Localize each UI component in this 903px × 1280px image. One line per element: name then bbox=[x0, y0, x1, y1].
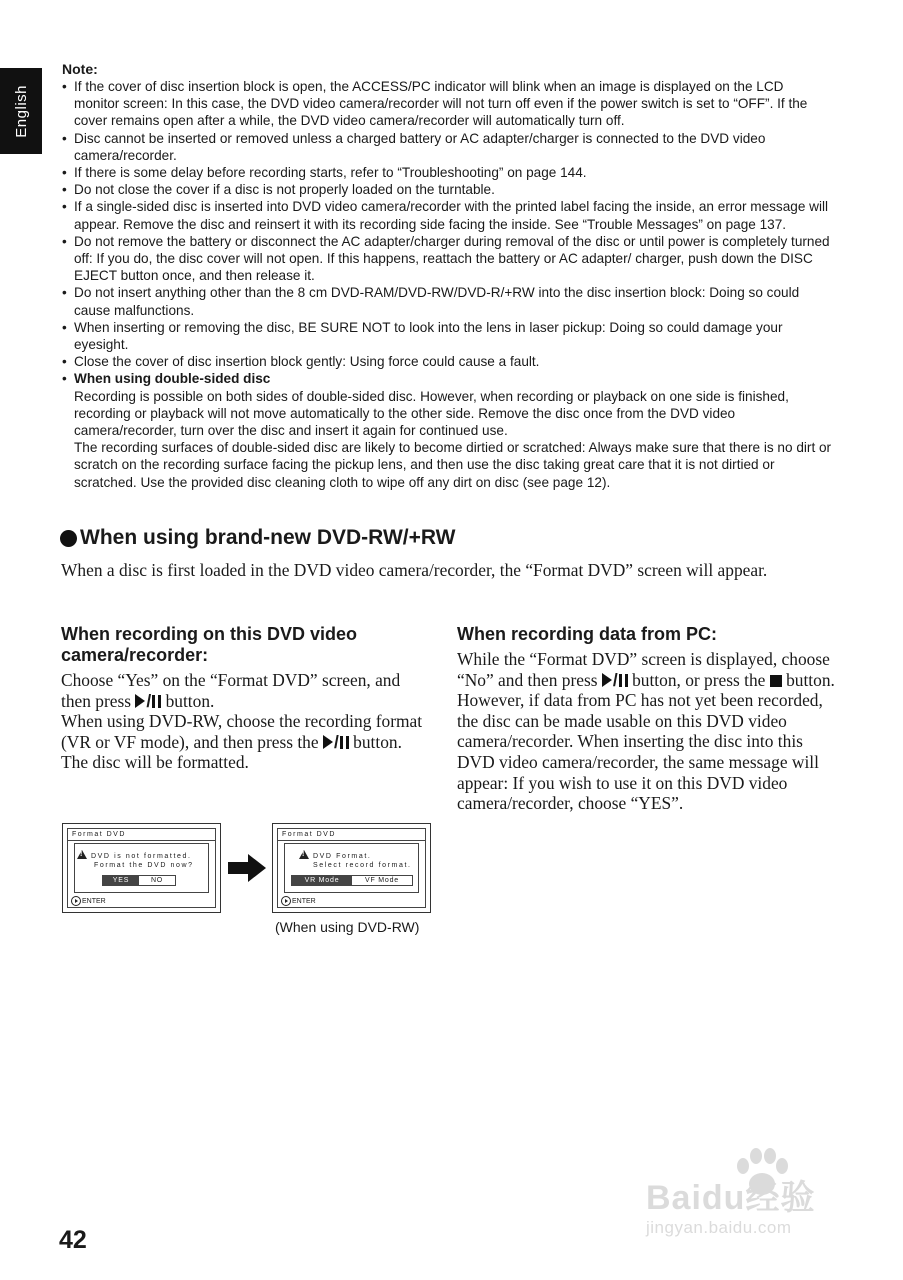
left-column-heading: When recording on this DVD video camera/recorder: bbox=[61, 624, 358, 665]
option-vf-mode[interactable]: VF Mode bbox=[365, 877, 399, 884]
note-item: • Disc cannot be inserted or removed unless a charged battery or AC adapter/charger is connected to the DVD video camera/recorder. bbox=[62, 130, 832, 164]
arrow-right-icon bbox=[228, 854, 266, 882]
lcd-options bbox=[102, 875, 176, 886]
watermark-url: jingyan.baidu.com bbox=[646, 1218, 792, 1237]
note-item: • Do not close the cover if a disc is not properly loaded on the turntable. bbox=[62, 181, 832, 198]
lcd-message bbox=[91, 852, 194, 870]
lcd-message-line2: Format the DVD now? bbox=[94, 862, 194, 869]
option-vr-mode[interactable]: VR Mode bbox=[292, 876, 352, 885]
left-p1-a: Choose “Yes” on the “Format DVD” screen, and then press bbox=[61, 670, 401, 711]
note-item: • If a single-sided disc is inserted into DVD video camera/recorder with the printed label facing the inside, an error message will appear. Remove the disc and reinsert it with its recording side facing the inside. See “Trouble Messages” on page 137. bbox=[62, 198, 832, 232]
lcd-enter-hint bbox=[71, 896, 106, 906]
right-p1-c: button. bbox=[781, 669, 835, 690]
lcd-title: Format DVD bbox=[68, 829, 215, 841]
note-item: • When inserting or removing the disc, BE SURE NOT to look into the lens in laser pickup: Doing so could damage your eyesight. bbox=[62, 319, 832, 353]
lcd-frame bbox=[67, 828, 216, 908]
note-item: • Close the cover of disc insertion block gently: Using force could cause a fault. bbox=[62, 353, 832, 370]
left-column-para1 bbox=[61, 670, 433, 711]
left-column-para3: The disc will be formatted. bbox=[61, 752, 249, 773]
right-p1-a: While the “Format DVD” screen is displayed, choose “No” and then press bbox=[457, 649, 830, 690]
figure-caption: (When using DVD-RW) bbox=[275, 919, 420, 935]
language-tab-label: English bbox=[12, 84, 30, 138]
warning-icon bbox=[77, 850, 87, 859]
left-column bbox=[61, 624, 433, 773]
slash-icon: / bbox=[146, 690, 152, 711]
lcd-message-box bbox=[284, 843, 419, 893]
lcd-frame bbox=[277, 828, 426, 908]
double-sided-heading: • When using double-sided disc bbox=[74, 371, 271, 387]
watermark-logo: Baidu经验 bbox=[646, 1179, 816, 1217]
right-column-para2: However, if data from PC has not yet been recorded, the disc can be made usable on this DVD video camera/recorder. When inserting the disc into this DVD video camera/recorder, the same message will appear: If you wish to use it on this DVD video camera/recorder, choose “YES”. bbox=[457, 690, 823, 814]
lcd-message-line2: Select record format. bbox=[313, 862, 412, 869]
play-icon bbox=[323, 735, 333, 749]
note-title: Note: bbox=[62, 61, 98, 77]
stop-icon bbox=[770, 675, 782, 687]
option-yes[interactable]: YES bbox=[103, 876, 139, 885]
lcd-message-line1: DVD Format. bbox=[313, 853, 372, 860]
right-p1-b: button, or press the bbox=[627, 669, 770, 690]
language-tab bbox=[0, 68, 42, 154]
section-heading bbox=[60, 526, 455, 550]
left-column-para2 bbox=[61, 711, 433, 752]
left-p2-a: When using DVD-RW, choose the recording format (VR or VF mode), and then press the bbox=[61, 711, 423, 752]
pause-icon bbox=[619, 674, 628, 687]
right-column-heading: When recording data from PC: bbox=[457, 624, 718, 644]
lcd-options bbox=[291, 875, 413, 886]
slash-icon: / bbox=[333, 731, 339, 752]
pause-icon bbox=[340, 736, 349, 749]
double-sided-para2: The recording surfaces of double-sided disc are likely to become dirtied or scratched: Always make sure that there is no dirt or scratch on the recording surface facing the pickup lens, and then use the disc taking great care that it is not dirtied or scratched. Use the provided disc cleaning cloth to wipe off any dirt on disc (see page 12). bbox=[74, 440, 832, 490]
lcd-message-box bbox=[74, 843, 209, 893]
lcd-title: Format DVD bbox=[278, 829, 425, 841]
right-column-para1 bbox=[457, 649, 837, 690]
left-p1-b: button. bbox=[161, 690, 215, 711]
note-block bbox=[62, 61, 832, 491]
pause-icon bbox=[152, 695, 161, 708]
watermark bbox=[646, 1148, 852, 1244]
bullet-dot-icon bbox=[60, 530, 77, 547]
play-icon bbox=[135, 694, 145, 708]
note-item: • Do not remove the battery or disconnect the AC adapter/charger during removal of the disc or until power is completely turned off: If you do, the disc cover will not open. If this happens, reattach the battery or AC adapter/ charger, push down the DISC EJECT button once, and then release it. bbox=[62, 233, 832, 285]
note-item: • Do not insert anything other than the 8 cm DVD-RAM/DVD-RW/DVD-R/+RW into the disc insertion block: Doing so could cause malfunctions. bbox=[62, 284, 832, 318]
note-item: • If there is some delay before recording starts, refer to “Troubleshooting” on page 144. bbox=[62, 164, 832, 181]
warning-icon bbox=[299, 850, 309, 859]
lcd-message bbox=[313, 852, 412, 870]
option-no[interactable]: NO bbox=[150, 877, 164, 884]
note-list bbox=[62, 78, 832, 491]
double-sided-para1: Recording is possible on both sides of double-sided disc. However, when recording or playback on one side is finished, recording or playback will not move automatically to the other side. Remove the disc once from the DVD video camera/recorder, turn over the disc and insert it again for continued use. bbox=[74, 388, 789, 439]
right-column bbox=[457, 624, 837, 814]
section-heading-text: When using brand-new DVD-RW/+RW bbox=[80, 526, 456, 549]
format-dvd-screen-2 bbox=[272, 823, 431, 913]
slash-icon: / bbox=[612, 669, 618, 690]
lcd-enter-hint bbox=[281, 896, 316, 906]
enter-icon bbox=[281, 896, 291, 906]
page-number: 42 bbox=[59, 1226, 87, 1254]
lcd-message-line1: DVD is not formatted. bbox=[91, 853, 192, 860]
note-item-double-sided bbox=[62, 370, 832, 490]
enter-icon bbox=[71, 896, 81, 906]
format-dvd-screen-1 bbox=[62, 823, 221, 913]
lcd-enter-label: ENTER bbox=[82, 897, 106, 905]
left-p2-b: button. bbox=[348, 731, 402, 752]
note-item: • If the cover of disc insertion block is open, the ACCESS/PC indicator will blink when an image is displayed on the LCD monitor screen: In this case, the DVD video camera/recorder will not turn off even if the power switch is set to “OFF”. If the cover remains open after a while, the DVD video camera/recorder will automatically turn off. bbox=[62, 78, 832, 130]
play-icon bbox=[602, 673, 612, 687]
section-intro: When a disc is first loaded in the DVD video camera/recorder, the “Format DVD” screen will appear. bbox=[61, 560, 768, 580]
lcd-enter-label: ENTER bbox=[292, 897, 316, 905]
